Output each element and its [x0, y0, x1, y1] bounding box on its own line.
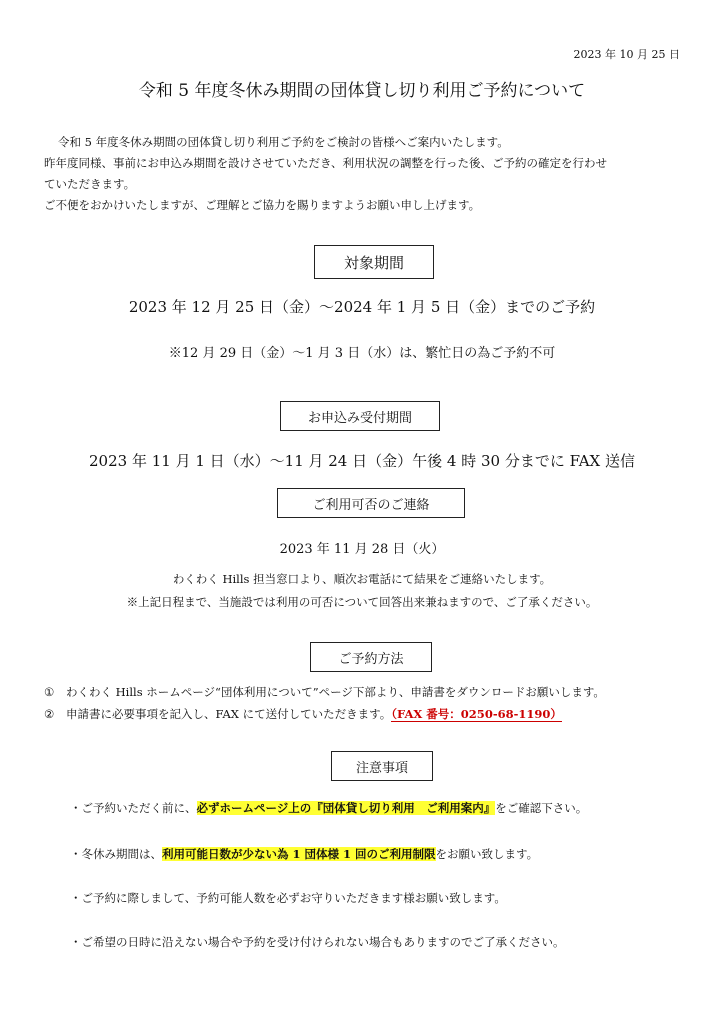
- target-period-heading: [314, 245, 434, 279]
- caution-item-3: ・ご予約に際しまして、予約可能人数を必ずお守りいただきます様お願い致します。: [70, 891, 506, 905]
- intro-line-1: 令和 5 年度冬休み期間の団体貸し切り利用ご予約をご検討の皆様へご案内いたします。: [58, 135, 509, 149]
- list-item: [44, 681, 605, 703]
- target-period-dates: 2023 年 12 月 25 日（金）～2024 年 1 月 5 日（金）までのご予約: [128, 298, 596, 316]
- target-exclusion-note: ※12 月 29 日（金）～1 月 3 日（水）は、繁忙日の為ご予約不可: [168, 346, 556, 361]
- method-step-2: 申請書に必要事項を記入し、FAX にて送付していただきます。: [66, 707, 392, 721]
- cautions-heading-text: 注意事項: [355, 760, 408, 776]
- caution-1-highlight: 必ずホームページ上の『団体貸し切り利用 ご利用案内』: [196, 801, 496, 815]
- caution-item-4: ・ご希望の日時に沿えない場合や予約を受け付けられない場合もありますのでご了承ください。: [70, 935, 565, 949]
- reservation-method-list: [44, 681, 605, 725]
- intro-line-2: 昨年度同様、事前にお申込み期間を設けさせていただき、利用状況の調整を行った後、ご予約の確定を行わせ: [44, 156, 608, 170]
- reservation-method-heading-text: ご予約方法: [338, 651, 404, 667]
- intro-line-4: ご不便をおかけいたしますが、ご理解とご協力を賜りますようお願い申し上げます。: [44, 198, 481, 212]
- intro-line-3: ていただきます。: [44, 177, 136, 191]
- reservation-method-heading: [310, 642, 432, 672]
- caution-2-prefix: ・冬休み期間は、: [70, 847, 162, 861]
- caution-1-suffix: をご確認下さい。: [495, 801, 588, 815]
- list-item: [44, 703, 605, 725]
- result-notice-line-1: わくわく Hills 担当窓口より、順次お電話にて結果をご連絡いたします。: [172, 572, 552, 586]
- list-number: ①: [44, 685, 55, 699]
- caution-1-prefix: ・ご予約いただく前に、: [70, 801, 197, 815]
- caution-2-suffix: をお願い致します。: [435, 847, 539, 861]
- method-step-1: わくわく Hills ホームページ“団体利用について”ページ下部より、申請書をダウンロードお願いします。: [66, 685, 605, 699]
- caution-item-2: [70, 846, 690, 862]
- application-period-heading-text: お申込み受付期間: [307, 410, 412, 426]
- application-period-heading: [280, 401, 440, 431]
- cautions-heading: [331, 751, 433, 781]
- result-notice-date: 2023 年 11 月 28 日（火）: [279, 542, 445, 557]
- intro-paragraph: [44, 132, 684, 216]
- document-title: 令和 5 年度冬休み期間の団体貸し切り利用ご予約について: [138, 81, 586, 101]
- fax-number: （FAX 番号：0250-68-1190）: [391, 707, 562, 721]
- target-period-heading-text: 対象期間: [343, 253, 404, 272]
- caution-2-highlight: 利用可能日数が少ない為 1 団体様 1 回のご利用制限: [162, 847, 436, 861]
- caution-item-1: [70, 800, 690, 816]
- list-number: ②: [44, 707, 55, 721]
- result-notice-heading-text: ご利用可否のご連絡: [312, 497, 430, 513]
- result-notice-line-2: ※上記日程まで、当施設では利用の可否について回答出来兼ねますので、ご了承ください。: [126, 595, 598, 609]
- result-notice-heading: [277, 488, 465, 518]
- application-period-dates: 2023 年 11 月 1 日（水）～11 月 24 日（金）午後 4 時 30 分までに FAX 送信: [89, 452, 635, 470]
- document-date: 2023 年 10 月 25 日: [573, 48, 680, 61]
